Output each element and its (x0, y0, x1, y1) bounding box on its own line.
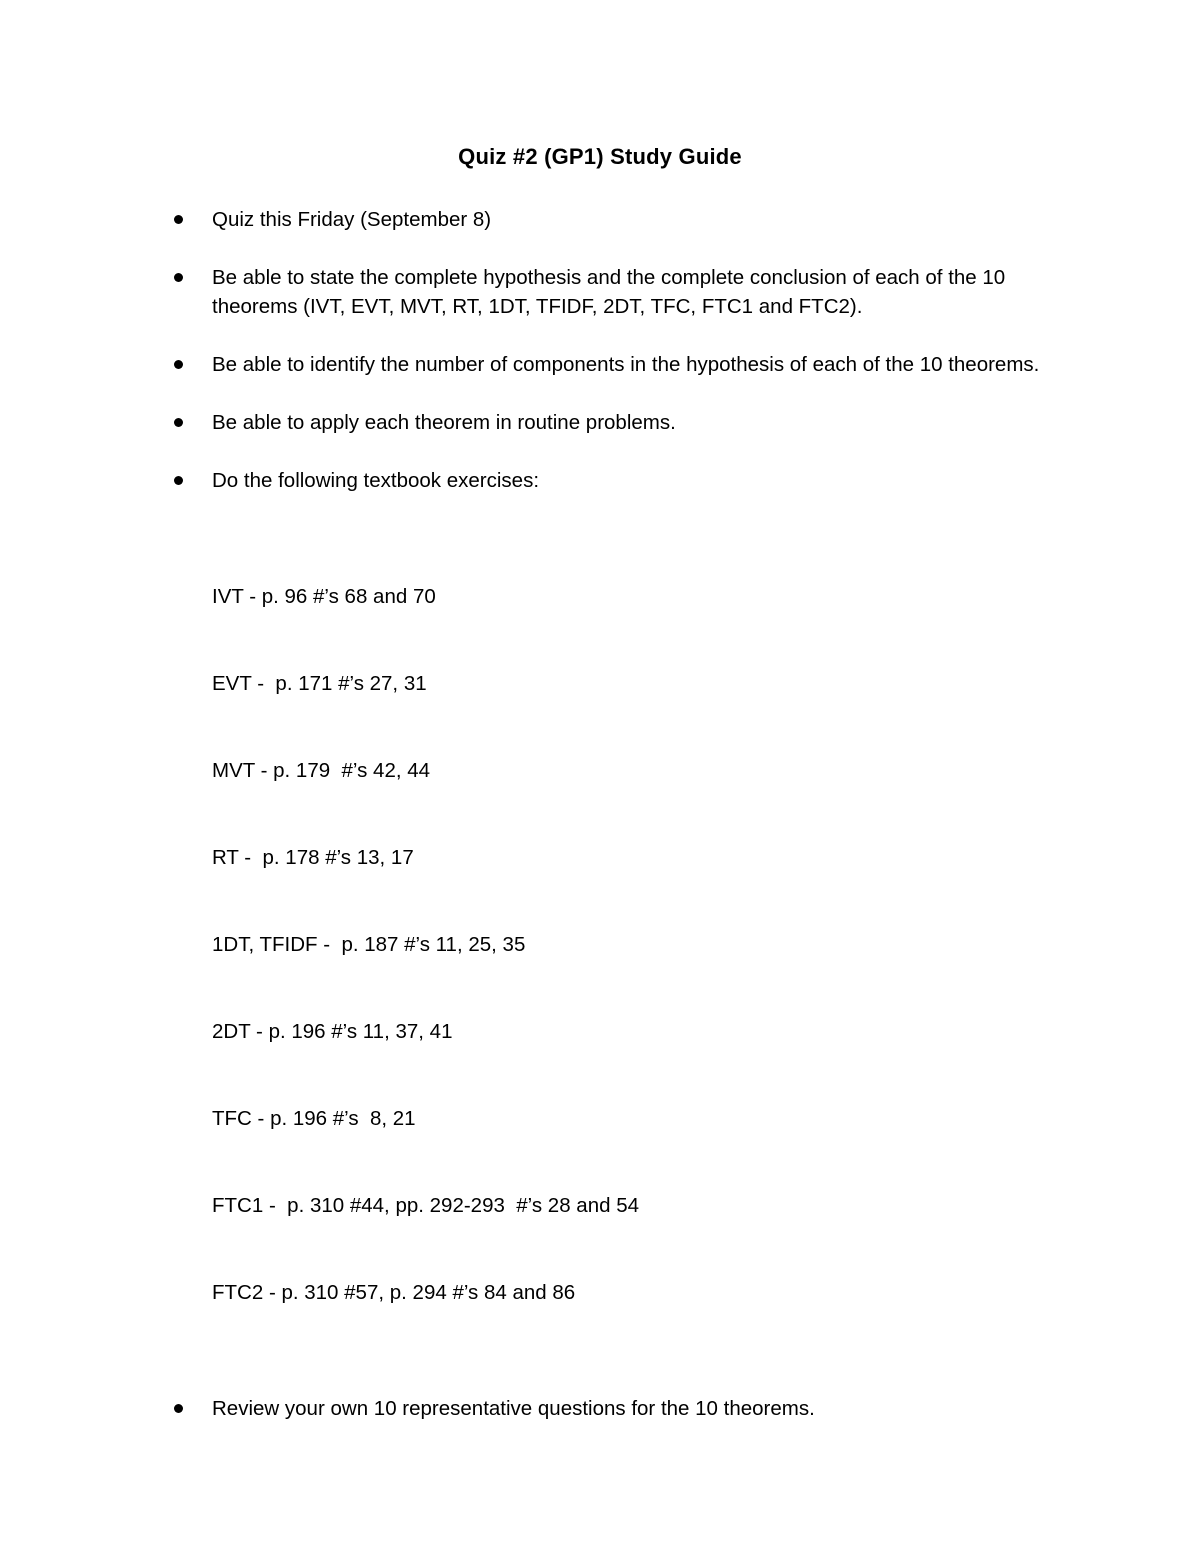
page-title: Quiz #2 (GP1) Study Guide (458, 144, 742, 169)
exercise-line: FTC1 - p. 310 #44, pp. 292-293 #’s 28 and 54 (212, 1194, 639, 1217)
exercise-line: EVT - p. 171 #’s 27, 31 (212, 672, 427, 695)
bullet-text: Be able to state the complete hypothesis and the complete conclusion of each of the 10 theorems (IVT, EVT, MVT, RT, 1DT, TFIDF, 2DT, TFC, FTC1 and FTC2). (212, 266, 1006, 318)
exercise-line: IVT - p. 96 #’s 68 and 70 (212, 585, 436, 608)
list-item (172, 263, 1072, 321)
bullet-icon (174, 418, 183, 427)
list-item (172, 205, 1072, 234)
study-guide-list (172, 205, 1072, 1452)
exercise-line: 1DT, TFIDF - p. 187 #’s 11, 25, 35 (212, 933, 526, 956)
exercise-line: RT - p. 178 #’s 13, 17 (212, 846, 414, 869)
bullet-text: Be able to apply each theorem in routine problems. (212, 411, 676, 434)
exercise-list (212, 524, 1072, 1365)
list-item (172, 350, 1072, 379)
bullet-icon (174, 1404, 183, 1413)
exercise-line: MVT - p. 179 #’s 42, 44 (212, 759, 431, 782)
exercise-line: TFC - p. 196 #’s 8, 21 (212, 1107, 416, 1130)
bullet-icon (174, 273, 183, 282)
list-item (172, 1394, 1072, 1423)
bullet-text: Quiz this Friday (September 8) (212, 208, 492, 231)
bullet-icon (174, 476, 183, 485)
bullet-icon (174, 215, 183, 224)
bullet-text: Be able to identify the number of components in the hypothesis of each of the 10 theorems. (212, 353, 1040, 376)
bullet-text: Review your own 10 representative questions for the 10 theorems. (212, 1397, 815, 1420)
bullet-text: Do the following textbook exercises: (212, 469, 540, 492)
bullet-icon (174, 360, 183, 369)
exercise-line: FTC2 - p. 310 #57, p. 294 #’s 84 and 86 (212, 1281, 576, 1304)
list-item (172, 408, 1072, 437)
exercise-line: 2DT - p. 196 #’s 11, 37, 41 (212, 1020, 453, 1043)
list-item (172, 466, 1072, 1365)
